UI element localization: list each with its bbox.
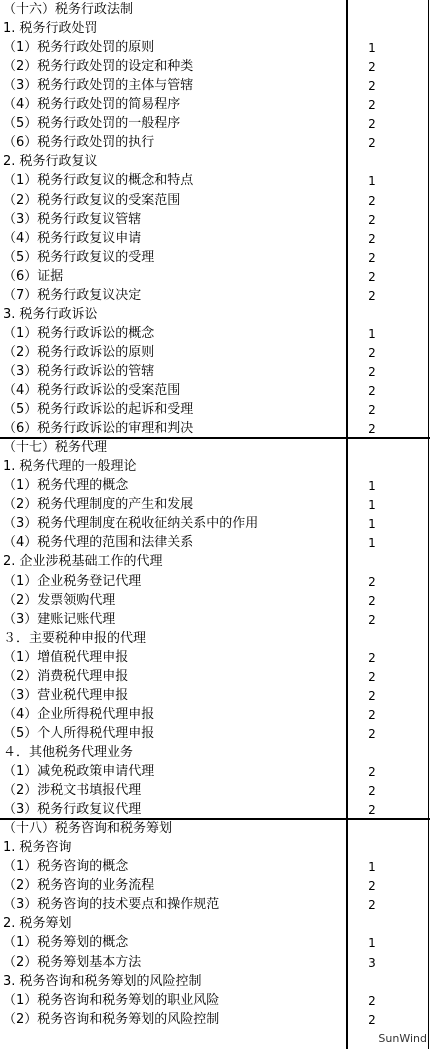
row-topic: （十六）税务行政法制 xyxy=(3,2,134,17)
row-topic: （3）税务行政处罚的主体与管辖 xyxy=(3,78,194,93)
table-row xyxy=(0,343,430,362)
row-topic: （6）税务行政处罚的执行 xyxy=(3,135,155,150)
table-row xyxy=(0,19,430,38)
row-topic: （3）税务行政诉讼的管辖 xyxy=(3,364,155,379)
row-topic: （1）税务行政复议的概念和特点 xyxy=(3,173,194,188)
table-row xyxy=(0,248,430,267)
row-level xyxy=(348,838,396,857)
row-level: 2 xyxy=(368,136,376,150)
row-topic: （2）发票领购代理 xyxy=(3,593,116,608)
row-topic: （6）证据 xyxy=(3,269,64,284)
section-divider xyxy=(0,818,430,820)
row-level: 2 xyxy=(368,651,376,665)
row-level: 2 xyxy=(368,60,376,74)
row-topic: （6）税务行政诉讼的审理和判决 xyxy=(3,421,194,436)
table-row xyxy=(0,895,430,914)
row-topic: （3）建账记账代理 xyxy=(3,612,116,627)
row-level: 1 xyxy=(368,174,376,188)
row-level: 1 xyxy=(368,860,376,874)
table-row xyxy=(0,686,430,705)
table-row xyxy=(0,381,430,400)
table-row xyxy=(0,838,430,857)
row-topic: 1. 税务代理的一般理论 xyxy=(3,459,137,474)
row-level: 2 xyxy=(368,613,376,627)
row-level: 2 xyxy=(368,803,376,817)
row-topic: 3. 税务咨询和税务筹划的风险控制 xyxy=(3,974,202,989)
table-row xyxy=(0,572,430,591)
row-level: 2 xyxy=(368,117,376,131)
row-topic: （1）税务行政处罚的原则 xyxy=(3,40,155,55)
table-row xyxy=(0,476,430,495)
table-row xyxy=(0,152,430,171)
row-level xyxy=(348,552,396,571)
row-topic: （1）税务代理的概念 xyxy=(3,478,129,493)
table-row xyxy=(0,972,430,991)
row-level: 2 xyxy=(368,670,376,684)
row-topic: （3）营业税代理申报 xyxy=(3,688,129,703)
table-row xyxy=(0,552,430,571)
table-row xyxy=(0,781,430,800)
table-row xyxy=(0,933,430,952)
table-row xyxy=(0,667,430,686)
row-topic: （4）税务行政诉讼的受案范围 xyxy=(3,383,181,398)
row-topic: （4）税务代理的范围和法律关系 xyxy=(3,535,194,550)
table-row xyxy=(0,229,430,248)
table-row xyxy=(0,591,430,610)
watermark: SunWind xyxy=(378,1032,427,1045)
table-row xyxy=(0,324,430,343)
table-row xyxy=(0,400,430,419)
table-row xyxy=(0,286,430,305)
row-level: 2 xyxy=(368,232,376,246)
row-level: 3 xyxy=(368,956,376,970)
column-divider-left xyxy=(346,0,348,1049)
table-row xyxy=(0,876,430,895)
table-row xyxy=(0,457,430,476)
row-level: 2 xyxy=(368,403,376,417)
row-topic: （2）税务咨询的业务流程 xyxy=(3,878,155,893)
table-row xyxy=(0,38,430,57)
row-topic: （4）税务行政处罚的简易程序 xyxy=(3,97,181,112)
section-header-row xyxy=(0,0,430,19)
row-level: 2 xyxy=(368,422,376,436)
row-level xyxy=(348,305,396,324)
row-level xyxy=(348,0,396,19)
row-level: 1 xyxy=(368,517,376,531)
row-level: 2 xyxy=(368,575,376,589)
row-topic: （5）个人所得税代理申报 xyxy=(3,726,155,741)
table-row xyxy=(0,76,430,95)
table-row xyxy=(0,95,430,114)
row-topic: （4）企业所得税代理申报 xyxy=(3,707,155,722)
table-row xyxy=(0,705,430,724)
row-topic: （2）税务咨询和税务筹划的风险控制 xyxy=(3,1012,220,1027)
row-level: 2 xyxy=(368,994,376,1008)
row-level: 2 xyxy=(368,765,376,779)
table-row xyxy=(0,114,430,133)
row-topic: （1）减免税政策申请代理 xyxy=(3,764,155,779)
row-level xyxy=(348,743,396,762)
row-level: 2 xyxy=(368,213,376,227)
row-topic: （2）税务行政处罚的设定和种类 xyxy=(3,59,194,74)
row-topic: （十七）税务代理 xyxy=(3,440,108,455)
table-row xyxy=(0,533,430,552)
row-level: 1 xyxy=(368,936,376,950)
row-level: 1 xyxy=(368,498,376,512)
row-level: 2 xyxy=(368,594,376,608)
row-level: 2 xyxy=(368,346,376,360)
row-topic: 1. 税务行政处罚 xyxy=(3,21,98,36)
row-topic: 1. 税务咨询 xyxy=(3,840,72,855)
row-level: 1 xyxy=(368,41,376,55)
table-row xyxy=(0,191,430,210)
table-row xyxy=(0,305,430,324)
table-row xyxy=(0,171,430,190)
row-topic: 2. 税务筹划 xyxy=(3,916,72,931)
row-topic: （2）税务代理制度的产生和发展 xyxy=(3,497,194,512)
row-topic: （5）税务行政诉讼的起诉和受理 xyxy=(3,402,194,417)
row-level: 2 xyxy=(368,270,376,284)
table-row xyxy=(0,629,430,648)
row-topic: （5）税务行政处罚的一般程序 xyxy=(3,116,181,131)
row-topic: （5）税务行政复议的受理 xyxy=(3,250,155,265)
row-level: 2 xyxy=(368,98,376,112)
row-topic: （1）税务行政诉讼的概念 xyxy=(3,326,155,341)
row-level xyxy=(348,972,396,991)
row-level: 2 xyxy=(368,79,376,93)
table-row xyxy=(0,1010,430,1029)
row-level: 2 xyxy=(368,289,376,303)
row-topic: （3）税务代理制度在税收征纳关系中的作用 xyxy=(3,516,259,531)
row-topic: （2）消费税代理申报 xyxy=(3,669,129,684)
section-header-row xyxy=(0,819,430,838)
table-row xyxy=(0,762,430,781)
row-level: 2 xyxy=(368,727,376,741)
row-topic: 3. 税务行政诉讼 xyxy=(3,307,98,322)
row-topic: 2. 企业涉税基础工作的代理 xyxy=(3,554,163,569)
table-row xyxy=(0,495,430,514)
row-level: 2 xyxy=(368,1013,376,1027)
row-topic: （3）税务咨询的技术要点和操作规范 xyxy=(3,897,220,912)
row-topic: （1）企业税务登记代理 xyxy=(3,574,142,589)
row-level xyxy=(348,19,396,38)
row-level: 2 xyxy=(368,194,376,208)
table-row xyxy=(0,724,430,743)
row-topic: （1）税务筹划的概念 xyxy=(3,935,129,950)
table-row xyxy=(0,57,430,76)
row-topic: （2）税务行政诉讼的原则 xyxy=(3,345,155,360)
row-level: 2 xyxy=(368,251,376,265)
table-row xyxy=(0,991,430,1010)
table-row xyxy=(0,914,430,933)
row-level: 1 xyxy=(368,327,376,341)
row-level: 2 xyxy=(368,365,376,379)
column-divider-right xyxy=(428,0,429,1049)
row-level: 2 xyxy=(368,384,376,398)
row-topic: （1）税务咨询和税务筹划的职业风险 xyxy=(3,993,220,1008)
section-divider xyxy=(0,437,430,439)
row-level xyxy=(348,438,396,457)
row-topic: （2）税务行政复议的受案范围 xyxy=(3,193,181,208)
table-row xyxy=(0,743,430,762)
row-topic: （2）税务筹划基本方法 xyxy=(3,955,142,970)
table-row xyxy=(0,419,430,438)
row-level: 2 xyxy=(368,879,376,893)
row-level xyxy=(348,152,396,171)
row-level xyxy=(348,819,396,838)
row-level: 2 xyxy=(368,898,376,912)
row-topic: （2）涉税文书填报代理 xyxy=(3,783,142,798)
row-level xyxy=(348,629,396,648)
table-row xyxy=(0,953,430,972)
row-topic: （3）税务行政复议管辖 xyxy=(3,212,142,227)
table-row xyxy=(0,648,430,667)
table-row xyxy=(0,610,430,629)
row-topic: （1）增值税代理申报 xyxy=(3,650,129,665)
table-row xyxy=(0,800,430,819)
row-level: 2 xyxy=(368,708,376,722)
row-level: 2 xyxy=(368,689,376,703)
row-level xyxy=(348,914,396,933)
row-topic: （3）税务行政复议代理 xyxy=(3,802,142,817)
row-level: 1 xyxy=(368,479,376,493)
row-topic: （十八）税务咨询和税务筹划 xyxy=(3,821,173,836)
row-topic: ４．其他税务代理业务 xyxy=(3,745,134,760)
table-row xyxy=(0,133,430,152)
row-topic: （1）税务咨询的概念 xyxy=(3,859,129,874)
table-row xyxy=(0,514,430,533)
row-level: 2 xyxy=(368,784,376,798)
row-level xyxy=(348,457,396,476)
row-topic: （7）税务行政复议决定 xyxy=(3,288,142,303)
table-row xyxy=(0,362,430,381)
row-level: 1 xyxy=(368,536,376,550)
table-row xyxy=(0,210,430,229)
table-row xyxy=(0,857,430,876)
section-header-row xyxy=(0,438,430,457)
row-topic: ３．主要税种申报的代理 xyxy=(3,631,147,646)
row-topic: 2. 税务行政复议 xyxy=(3,154,98,169)
table-row xyxy=(0,267,430,286)
row-topic: （4）税务行政复议申请 xyxy=(3,231,142,246)
